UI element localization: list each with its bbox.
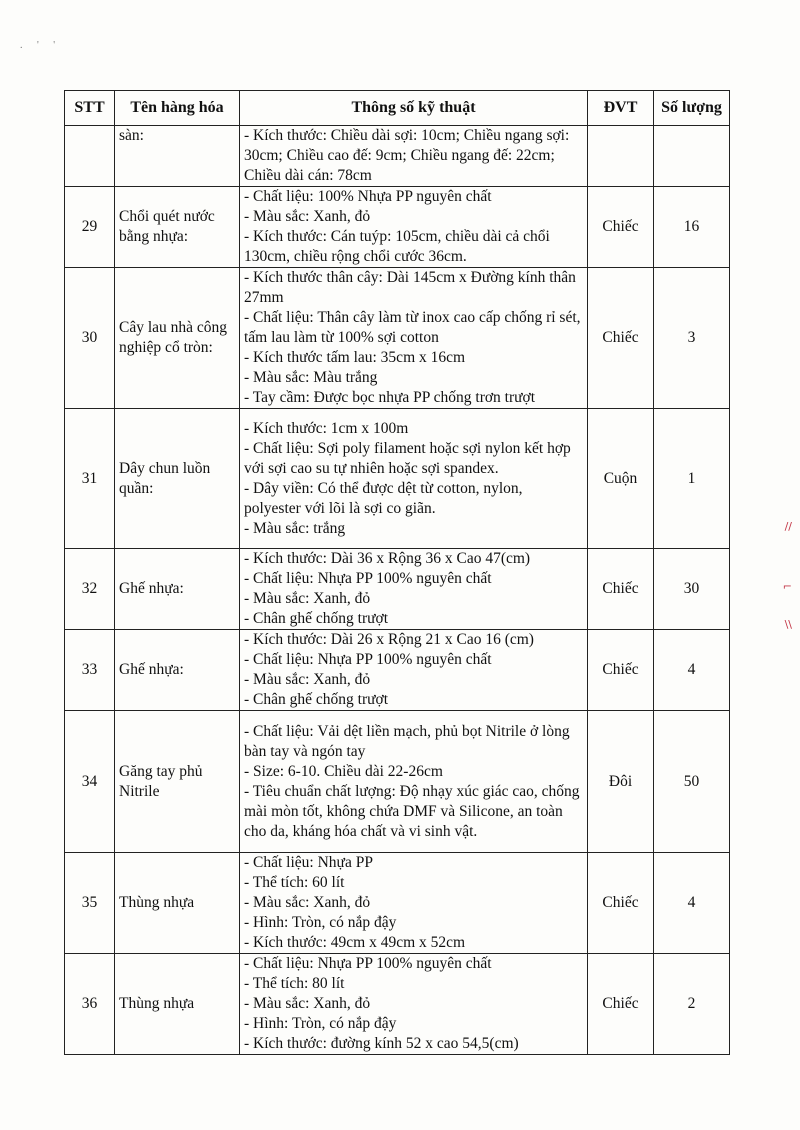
row-item-name: Chổi quét nước bằng nhựa: <box>115 187 240 268</box>
spec-line: - Thể tích: 80 lít <box>244 975 345 992</box>
row-unit <box>588 126 654 187</box>
row-item-name: Ghế nhựa: <box>115 630 240 711</box>
table-row <box>65 954 730 1055</box>
spec-line: - Màu sắc: Xanh, đỏ <box>244 208 371 225</box>
spec-line: - Tiêu chuẩn chất lượng: Độ nhạy xúc giác cao, chống mài mòn tốt, không chứa DMF và Silicone, an toàn cho da, kháng hóa chất và vi sinh vật. <box>244 782 580 840</box>
spec-line: - Kích thước tấm lau: 35cm x 16cm <box>244 349 466 366</box>
row-unit: Chiếc <box>588 268 654 409</box>
table-row <box>65 711 730 853</box>
row-quantity: 50 <box>654 711 730 853</box>
spec-line: - Màu sắc: Xanh, đỏ <box>244 671 371 688</box>
spec-line: - Màu sắc: Xanh, đỏ <box>244 894 371 911</box>
row-quantity: 1 <box>654 409 730 549</box>
row-unit: Đôi <box>588 711 654 853</box>
spec-line: - Màu sắc: Xanh, đỏ <box>244 590 371 607</box>
spec-line: - Kích thước: 49cm x 49cm x 52cm <box>244 934 466 951</box>
spec-line: - Hình: Tròn, có nắp đậy <box>244 1015 397 1032</box>
row-spec <box>240 630 588 711</box>
scan-artifact: . ' ' <box>20 40 62 51</box>
spec-line: - Kích thước: Chiều dài sợi: 10cm; Chiều ngang sợi: 30cm; Chiều cao đế: 9cm; Chiều ngang đế: 22cm; Chiều dài cán: 78cm <box>244 127 570 184</box>
row-unit: Chiếc <box>588 630 654 711</box>
spec-line: - Hình: Tròn, có nắp đậy <box>244 914 397 931</box>
specification-table <box>64 90 730 1055</box>
spec-line: - Chất liệu: Nhựa PP 100% nguyên chất <box>244 570 492 587</box>
table-row <box>65 630 730 711</box>
row-stt: 35 <box>65 853 115 954</box>
row-stt <box>65 126 115 187</box>
spec-line: - Chất liệu: Thân cây làm từ inox cao cấp chống rỉ sét, tấm lau làm từ 100% sợi cotton <box>244 309 581 346</box>
row-stt: 33 <box>65 630 115 711</box>
row-unit: Chiếc <box>588 187 654 268</box>
header-stt: STT <box>65 91 115 126</box>
row-quantity: 4 <box>654 853 730 954</box>
spec-line: - Tay cầm: Được bọc nhựa PP chống trơn trượt <box>244 389 536 406</box>
row-quantity: 4 <box>654 630 730 711</box>
spec-line: - Màu sắc: trắng <box>244 519 346 537</box>
row-stt: 30 <box>65 268 115 409</box>
header-qty: Số lượng <box>654 91 730 126</box>
table-body <box>65 126 730 1055</box>
row-stt: 31 <box>65 409 115 549</box>
row-stt: 34 <box>65 711 115 853</box>
table-row <box>65 409 730 549</box>
spec-line: - Chất liệu: Nhựa PP <box>244 854 373 871</box>
header-name: Tên hàng hóa <box>115 91 240 126</box>
row-spec <box>240 549 588 630</box>
edge-mark: \\ <box>784 618 792 631</box>
spec-line: - Chân ghế chống trượt <box>244 610 389 627</box>
spec-line: - Dây viền: Có thể được dệt từ cotton, nylon, polyester với lõi là sợi co giãn. <box>244 479 523 517</box>
spec-line: - Size: 6-10. Chiều dài 22-26cm <box>244 762 443 780</box>
row-item-name: Dây chun luồn quần: <box>115 409 240 549</box>
spec-line: - Kích thước: 1cm x 100m <box>244 419 409 437</box>
row-item-name: Thùng nhựa <box>115 954 240 1055</box>
table-row <box>65 853 730 954</box>
row-spec <box>240 126 588 187</box>
row-quantity: 2 <box>654 954 730 1055</box>
row-unit: Chiếc <box>588 549 654 630</box>
spec-line: - Kích thước: đường kính 52 x cao 54,5(cm) <box>244 1035 519 1052</box>
edge-mark: ⌐ <box>782 580 792 593</box>
spec-line: - Thể tích: 60 lít <box>244 874 345 891</box>
row-stt: 29 <box>65 187 115 268</box>
row-item-name: Thùng nhựa <box>115 853 240 954</box>
row-item-name: Cây lau nhà công nghiệp cổ tròn: <box>115 268 240 409</box>
row-spec <box>240 187 588 268</box>
row-spec <box>240 711 588 853</box>
spec-line: - Chân ghế chống trượt <box>244 691 389 708</box>
table-row <box>65 126 730 187</box>
row-quantity <box>654 126 730 187</box>
spec-line: - Chất liệu: Nhựa PP 100% nguyên chất <box>244 651 492 668</box>
spec-line: - Chất liệu: Nhựa PP 100% nguyên chất <box>244 955 492 972</box>
header-unit: ĐVT <box>588 91 654 126</box>
spec-line: - Kích thước: Dài 26 x Rộng 21 x Cao 16 (cm) <box>244 631 534 648</box>
spec-line: - Chất liệu: Vải dệt liền mạch, phủ bọt Nitrile ở lòng bàn tay và ngón tay <box>244 722 570 760</box>
spec-line: - Kích thước: Dài 36 x Rộng 36 x Cao 47(cm) <box>244 550 531 567</box>
spec-line: - Màu sắc: Màu trắng <box>244 369 378 386</box>
spec-line: - Kích thước: Cán tuýp: 105cm, chiều dài cả chổi 130cm, chiều rộng chổi cước 36cm. <box>244 228 550 265</box>
row-stt: 36 <box>65 954 115 1055</box>
table-row <box>65 549 730 630</box>
row-quantity: 16 <box>654 187 730 268</box>
table-row <box>65 187 730 268</box>
row-item-name: Găng tay phủ Nitrile <box>115 711 240 853</box>
row-unit: Cuộn <box>588 409 654 549</box>
table-header-row <box>65 91 730 126</box>
spec-line: - Chất liệu: 100% Nhựa PP nguyên chất <box>244 188 492 205</box>
table-row <box>65 268 730 409</box>
edge-mark: // <box>784 520 792 533</box>
row-item-name: sàn: <box>115 126 240 187</box>
row-spec <box>240 409 588 549</box>
spec-line: - Màu sắc: Xanh, đỏ <box>244 995 371 1012</box>
row-quantity: 30 <box>654 549 730 630</box>
row-stt: 32 <box>65 549 115 630</box>
row-spec <box>240 954 588 1055</box>
row-unit: Chiếc <box>588 853 654 954</box>
row-item-name: Ghế nhựa: <box>115 549 240 630</box>
row-quantity: 3 <box>654 268 730 409</box>
row-unit: Chiếc <box>588 954 654 1055</box>
spec-line: - Kích thước thân cây: Dài 145cm x Đường kính thân 27mm <box>244 269 576 306</box>
row-spec <box>240 268 588 409</box>
header-spec: Thông số kỹ thuật <box>240 91 588 126</box>
row-spec <box>240 853 588 954</box>
spec-line: - Chất liệu: Sợi poly filament hoặc sợi nylon kết hợp với sợi cao su tự nhiên hoặc sợi spandex. <box>244 439 571 477</box>
